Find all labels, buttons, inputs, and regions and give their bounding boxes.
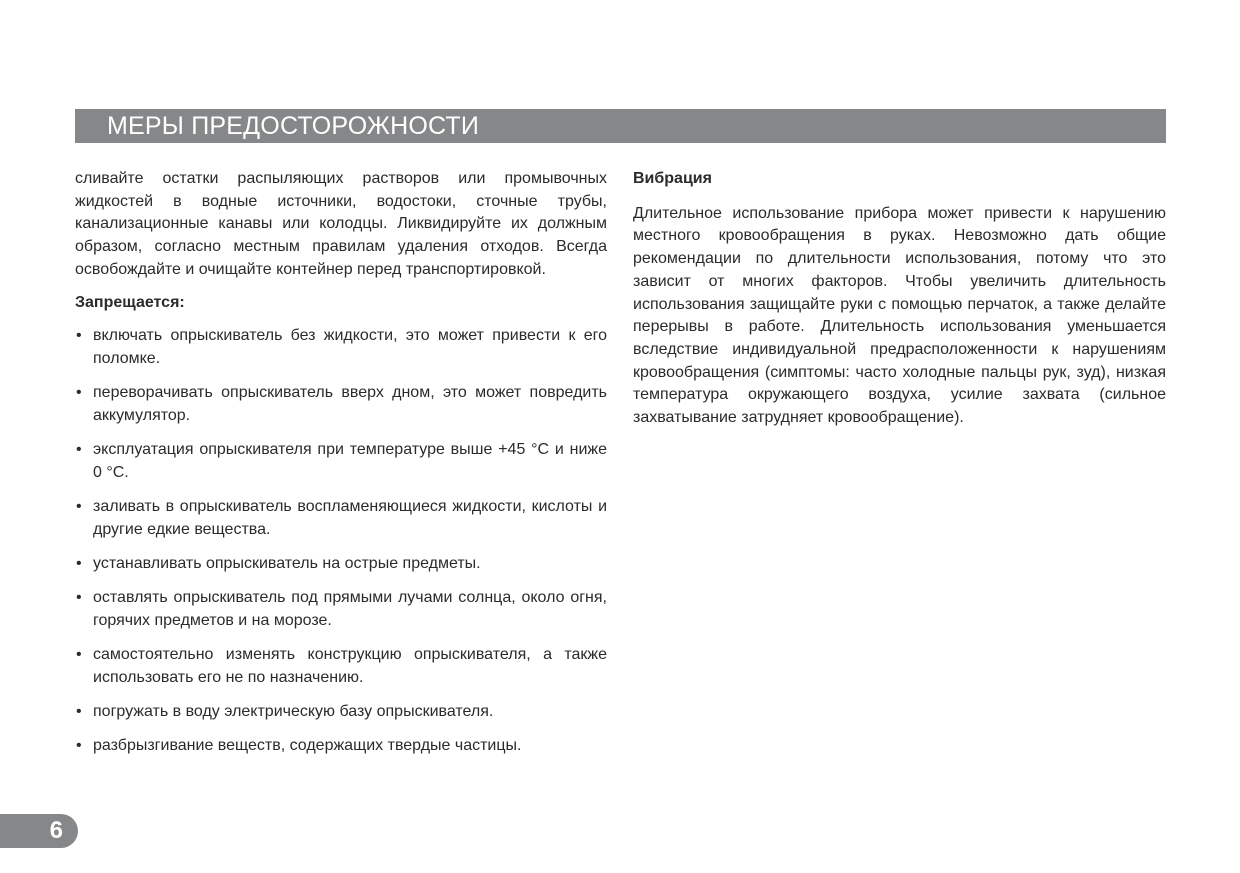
list-item (75, 701, 607, 724)
list-item (75, 644, 607, 689)
vibration-paragraph: Длительное использование прибора может привести к нарушению местного кровообращения в руках. Невозможно дать общие рекомендации по длительности использования, потому что это зависит от многих факторов. Чтобы увеличить длительность использования защищайте руки с помощью перчаток, а также делайте перерывы в работе. Длительность использования уменьшается вследствие индивидуальной предрасположенности к нарушениям кровообращения (симптомы: часто холодные пальцы рук, зуд), низкая температура окружающего воздуха, усилие захвата (сильное захватывание затрудняет кровообращение). (633, 204, 1166, 427)
list-item-text: заливать в опрыскиватель воспламеняющиеся жидкости, кислоты и другие едкие вещества. (93, 497, 607, 538)
list-item-text: самостоятельно изменять конструкцию опрыскивателя, а также использовать его не по назначению. (93, 645, 607, 686)
list-item (75, 382, 607, 427)
list-item-text: разбрызгивание веществ, содержащих твердые частицы. (93, 737, 522, 755)
left-column (75, 168, 607, 769)
list-item-text: включать опрыскиватель без жидкости, это может привести к его поломке. (93, 327, 607, 367)
bullet-icon: • (76, 554, 82, 572)
prohibited-heading: Запрещается: (75, 293, 185, 311)
vibration-heading: Вибрация (633, 170, 712, 187)
bullet-icon: • (76, 327, 82, 345)
page-title: МЕРЫ ПРЕДОСТОРОЖНОСТИ (107, 112, 480, 140)
list-item (75, 439, 607, 484)
list-item (75, 553, 607, 576)
intro-paragraph: сливайте остатки распыляющих растворов или промывочных жидкостей в водные источники, водостоки, сточные трубы, канализационные канавы или колодцы. Ликвидируйте их должным образом, согласно местным правилам удаления отходов. Всегда освобождайте и очищайте контейнер перед транспортировкой. (75, 170, 607, 278)
bullet-icon: • (76, 702, 82, 720)
list-item-text: оставлять опрыскиватель под прямыми лучами солнца, около огня, горячих предметов и на морозе. (93, 589, 607, 629)
bullet-icon: • (76, 497, 82, 515)
prohibited-list (75, 325, 607, 758)
list-item-text: переворачивать опрыскиватель вверх дном, это может повредить аккумулятор. (93, 384, 607, 424)
bullet-icon: • (76, 441, 82, 459)
bullet-icon: • (76, 645, 82, 663)
list-item (75, 496, 607, 541)
list-item-text: устанавливать опрыскиватель на острые предметы. (93, 554, 481, 572)
section-header-bar (75, 109, 1166, 143)
page-number: 6 (49, 817, 63, 844)
bullet-icon: • (76, 589, 82, 607)
right-column (633, 168, 1166, 430)
bullet-icon: • (76, 384, 82, 402)
list-item-text: погружать в воду электрическую базу опрыскивателя. (93, 702, 494, 720)
list-item (75, 325, 607, 370)
list-item (75, 587, 607, 632)
list-item (75, 735, 607, 758)
page-number-tab (0, 814, 78, 848)
list-item-text: эксплуатация опрыскивателя при температуре выше +45 °C и ниже 0 °C. (93, 441, 607, 481)
bullet-icon: • (76, 737, 82, 755)
